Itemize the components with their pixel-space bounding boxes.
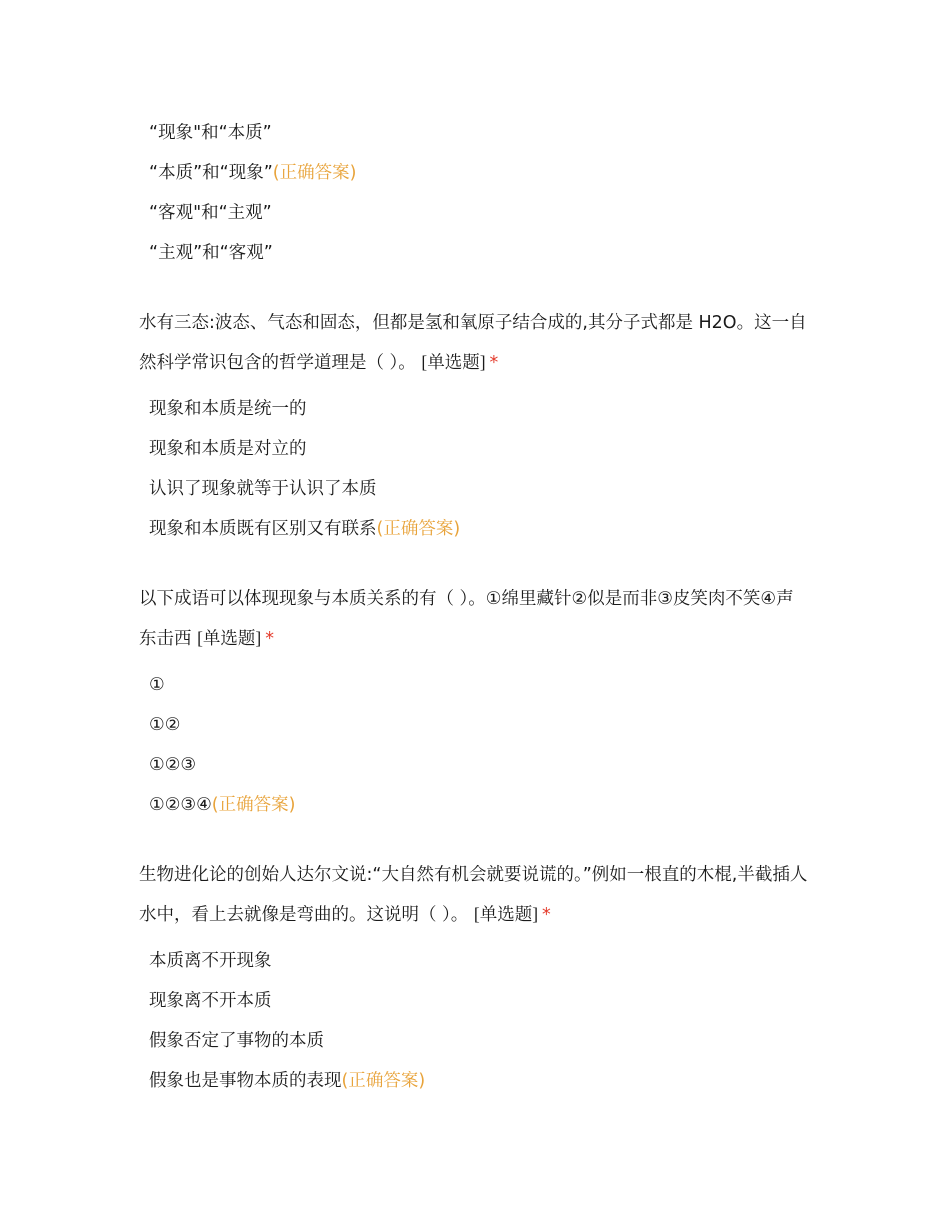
question-text: 以下成语可以体现现象与本质关系的有（ ）。①绵里藏针②似是而非③皮笑肉不笑④声东击西 [单选题] * xyxy=(139,589,794,649)
option-text: 认识了现象就等于认识了本质 xyxy=(149,479,377,499)
option-text: 现象和本质是对立的 xyxy=(149,439,307,459)
question-text: 生物进化论的创始人达尔文说:“大自然有机会就要说谎的。”例如一根直的木棍,半截插人水中，看上去就像是弯曲的。这说明（ ）。 [单选题] * xyxy=(139,865,808,925)
option-4-d[interactable] xyxy=(139,1061,819,1101)
option-4-a[interactable] xyxy=(139,941,819,981)
option-text: ①②③ xyxy=(149,755,197,775)
option-4-b[interactable] xyxy=(139,981,819,1021)
question-type-label: [单选题] xyxy=(473,903,539,924)
correct-answer-label: (正确答案) xyxy=(341,1071,426,1091)
option-text: “主观”和“客观” xyxy=(149,243,273,263)
required-marker: * xyxy=(489,352,499,373)
question-block-1 xyxy=(139,113,819,273)
question-text: 水有三态:波态、气态和固态，但都是氢和氧原子结合成的,其分子式都是 H2O。这一自然科学常识包含的哲学道理是（ ）。 [单选题] * xyxy=(139,313,807,373)
option-3-c[interactable] xyxy=(139,745,819,785)
required-marker: * xyxy=(265,628,274,649)
option-text: “本质”和“现象” xyxy=(149,163,273,183)
option-1-d[interactable] xyxy=(139,233,819,273)
option-1-c[interactable] xyxy=(139,193,819,233)
question-block-2 xyxy=(139,304,819,549)
option-3-b[interactable] xyxy=(139,705,819,745)
survey-document xyxy=(139,113,819,1101)
option-text: “客观"和“主观” xyxy=(149,203,272,223)
option-text: 现象和本质既有区别又有联系 xyxy=(149,519,377,539)
correct-answer-label: (正确答案) xyxy=(211,795,296,815)
option-1-a[interactable] xyxy=(139,113,819,153)
question-type-label: [单选题] xyxy=(197,627,262,648)
option-4-c[interactable] xyxy=(139,1021,819,1061)
option-text: “现象"和“本质” xyxy=(149,123,272,143)
option-text: 假象也是事物本质的表现 xyxy=(149,1071,342,1091)
option-text: ① xyxy=(149,675,165,695)
option-text: ①② xyxy=(149,715,181,735)
option-text: ①②③④ xyxy=(149,795,212,815)
option-1-b[interactable] xyxy=(139,153,819,193)
option-2-a[interactable] xyxy=(139,389,819,429)
question-type-label: [单选题] xyxy=(421,351,486,372)
option-3-d[interactable] xyxy=(139,785,819,825)
question-block-3 xyxy=(139,580,819,825)
option-text: 现象离不开本质 xyxy=(149,991,272,1011)
option-2-d[interactable] xyxy=(139,509,819,549)
question-block-4 xyxy=(139,856,819,1101)
correct-answer-label: (正确答案) xyxy=(376,519,461,539)
required-marker: * xyxy=(542,904,551,925)
option-2-b[interactable] xyxy=(139,429,819,469)
option-2-c[interactable] xyxy=(139,469,819,509)
option-3-a[interactable] xyxy=(139,665,819,705)
option-text: 本质离不开现象 xyxy=(149,951,272,971)
correct-answer-label: (正确答案) xyxy=(272,163,357,183)
option-text: 假象否定了事物的本质 xyxy=(149,1031,324,1051)
option-text: 现象和本质是统一的 xyxy=(149,399,307,419)
